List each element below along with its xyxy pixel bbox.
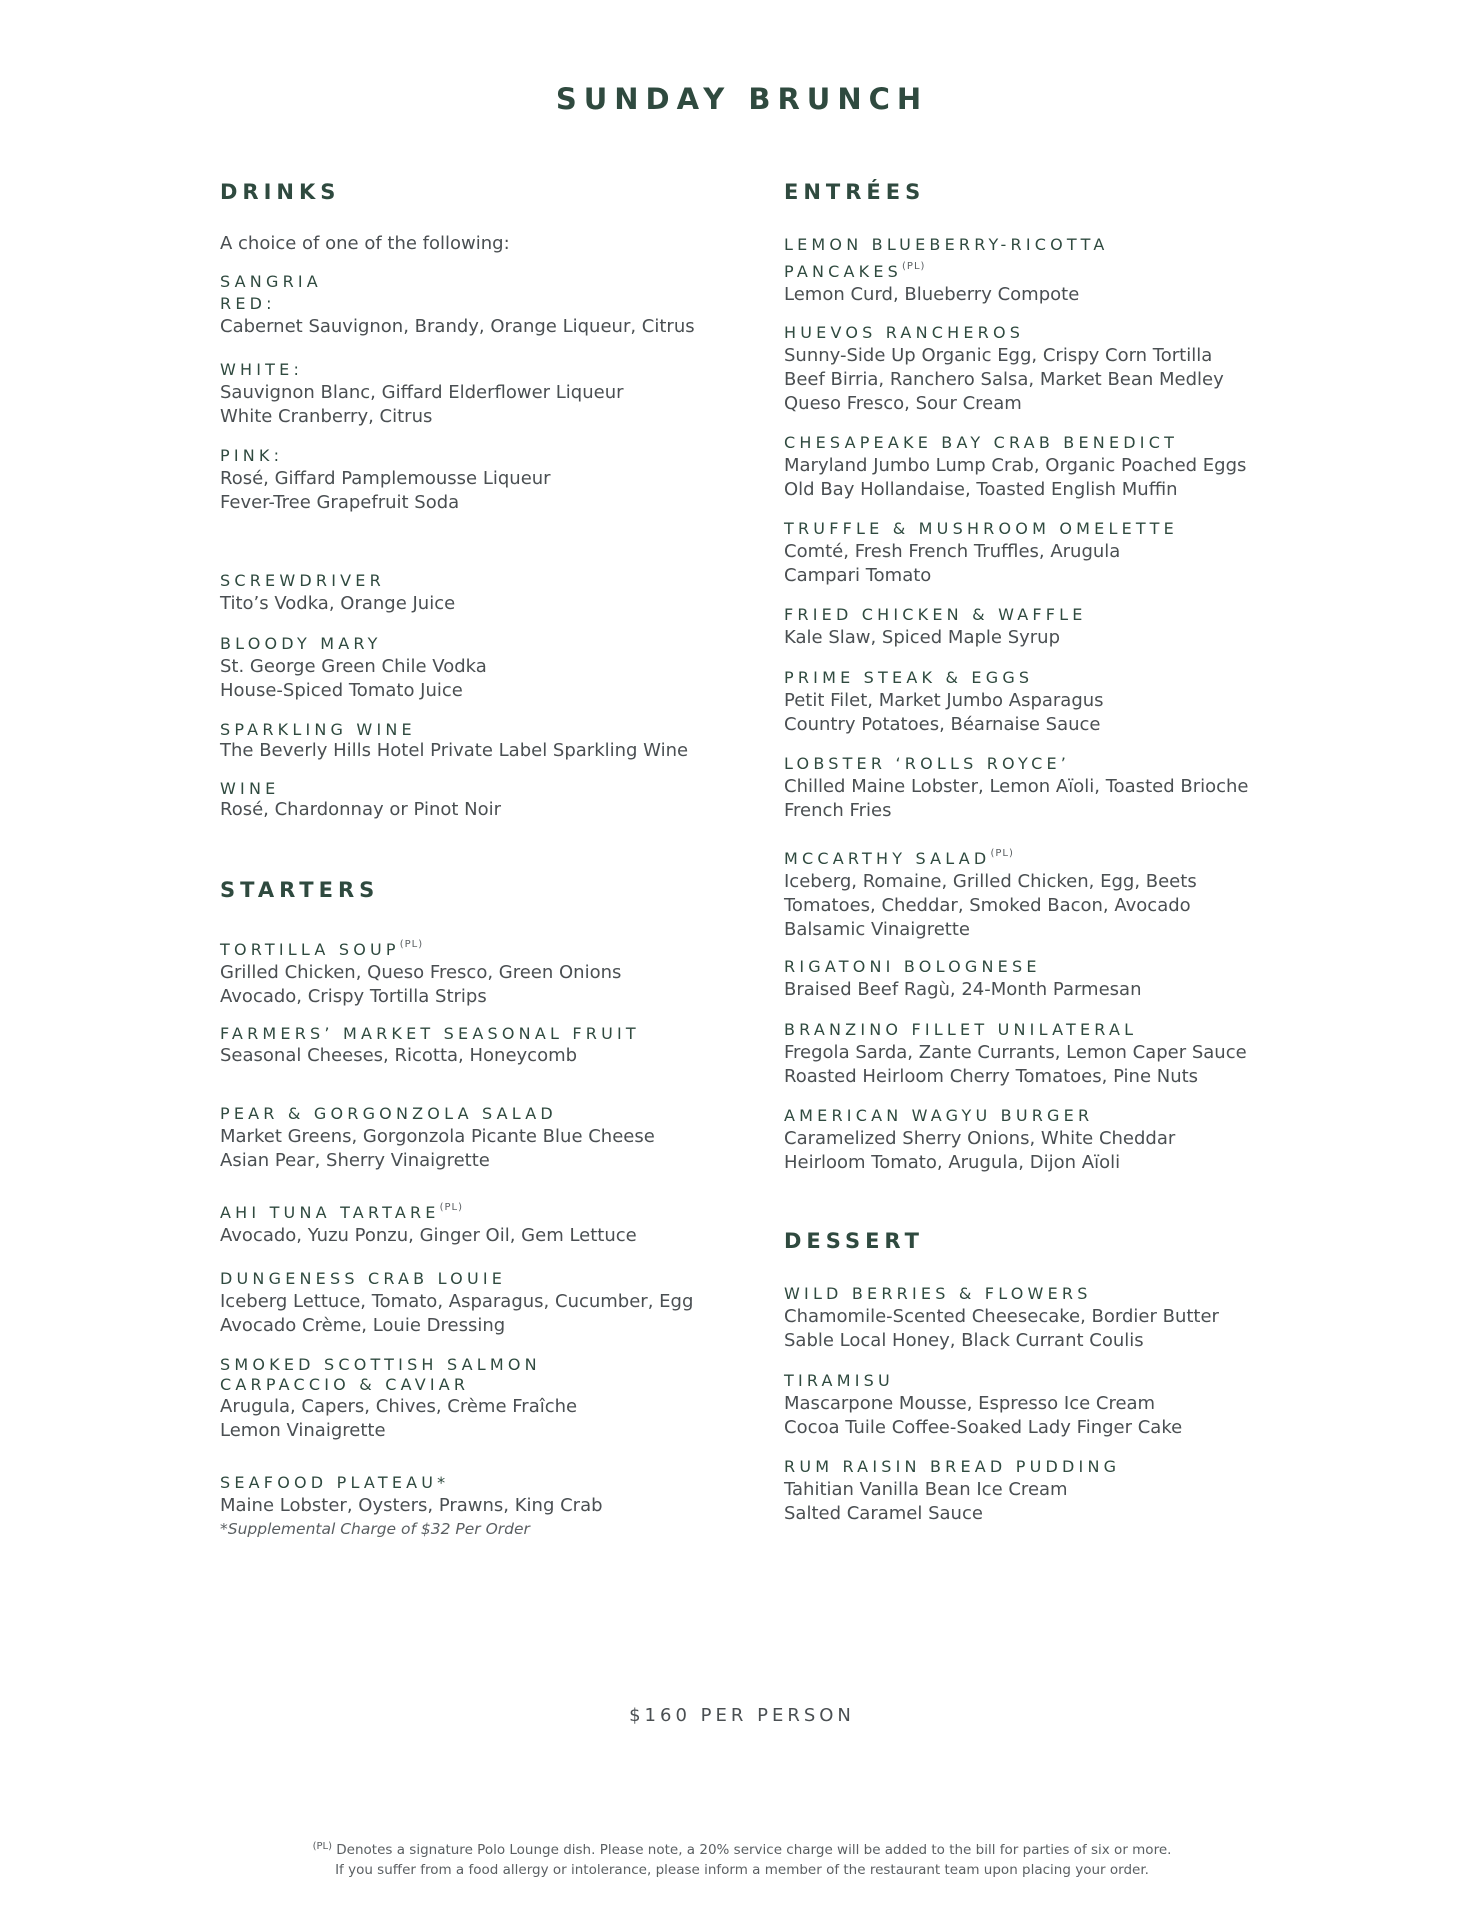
item-name: FRIED CHICKEN & WAFFLE xyxy=(784,605,1087,624)
item-desc: Roasted Heirloom Cherry Tomatoes, Pine Nuts xyxy=(784,1066,1199,1087)
item-desc: Tito’s Vodka, Orange Juice xyxy=(220,593,456,614)
signature-mark: (PL) xyxy=(990,848,1014,859)
drinks-intro: A choice of one of the following: xyxy=(220,233,510,254)
item-name: WINE xyxy=(220,779,280,798)
item-desc: Chamomile-Scented Cheesecake, Bordier Butter xyxy=(784,1306,1219,1327)
menu-item xyxy=(784,1370,1304,1440)
item-desc: Rosé, Chardonnay or Pinot Noir xyxy=(220,799,502,820)
menu-item xyxy=(220,1103,740,1173)
item-name: SANGRIA xyxy=(220,272,322,291)
item-desc: White Cranberry, Citrus xyxy=(220,406,433,427)
item-desc: Lemon Vinaigrette xyxy=(220,1420,386,1441)
item-name: SMOKED SCOTTISH SALMON CARPACCIO & CAVIAR xyxy=(220,1355,541,1394)
item-desc: Grilled Chicken, Queso Fresco, Green Onions xyxy=(220,962,622,983)
item-desc: Mascarpone Mousse, Espresso Ice Cream xyxy=(784,1393,1156,1414)
item-name: LOBSTER ‘ROLLS ROYCE’ xyxy=(784,754,1071,773)
item-desc: Country Potatoes, Béarnaise Sauce xyxy=(784,714,1101,735)
item-desc: Fever-Tree Grapefruit Soda xyxy=(220,492,460,513)
footer-line-2: If you suffer from a food allergy or intolerance, please inform a member of the restaurant team upon placing your order. xyxy=(335,1862,1149,1878)
item-desc: Balsamic Vinaigrette xyxy=(784,919,970,940)
dessert-heading: DESSERT xyxy=(784,1229,924,1253)
item-desc: Market Greens, Gorgonzola Picante Blue Cheese xyxy=(220,1126,655,1147)
menu-item xyxy=(784,843,1304,942)
item-name: TRUFFLE & MUSHROOM OMELETTE xyxy=(784,519,1178,538)
item-name: BRANZINO FILLET UNILATERAL xyxy=(784,1020,1138,1039)
signature-mark: (PL) xyxy=(399,939,424,950)
item-desc: Seasonal Cheeses, Ricotta, Honeycomb xyxy=(220,1045,578,1066)
item-desc: Sauvignon Blanc, Giffard Elderflower Liqueur xyxy=(220,382,624,403)
menu-item xyxy=(220,1355,640,1443)
menu-item xyxy=(784,234,1224,307)
item-desc: Sunny-Side Up Organic Egg, Crispy Corn Tortilla xyxy=(784,345,1213,366)
signature-mark: (PL) xyxy=(439,1202,464,1213)
item-desc: Kale Slaw, Spiced Maple Syrup xyxy=(784,627,1061,648)
item-subname: RED: xyxy=(220,294,276,313)
item-desc: Petit Filet, Market Jumbo Asparagus xyxy=(784,690,1104,711)
footer-line-1: Denotes a signature Polo Lounge dish. Please note, a 20% service charge will be added to the bill for parties of six or more. xyxy=(331,1842,1172,1858)
item-subname: WHITE: xyxy=(220,360,304,379)
menu-item xyxy=(784,604,1304,650)
item-subname: PINK: xyxy=(220,446,284,465)
item-desc: Cabernet Sauvignon, Brandy, Orange Liqueur, Citrus xyxy=(220,316,695,337)
menu-item xyxy=(220,778,740,822)
item-name: RIGATONI BOLOGNESE xyxy=(784,957,1041,976)
item-desc: Cocoa Tuile Coffee-Soaked Lady Finger Cake xyxy=(784,1417,1183,1438)
item-desc: Avocado, Crispy Tortilla Strips xyxy=(220,986,487,1007)
menu-item xyxy=(784,1105,1304,1175)
item-desc: The Beverly Hills Hotel Private Label Sparkling Wine xyxy=(220,740,689,761)
item-name: PRIME STEAK & EGGS xyxy=(784,668,1034,687)
menu-item xyxy=(784,1283,1304,1353)
item-name: TORTILLA SOUP xyxy=(220,940,400,959)
entrees-heading: ENTRÉES xyxy=(784,180,926,204)
item-desc: French Fries xyxy=(784,800,892,821)
item-name: AHI TUNA TARTARE xyxy=(220,1203,440,1222)
menu-item xyxy=(784,667,1304,737)
price-per-person: $160 PER PERSON xyxy=(629,1705,855,1726)
item-name: HUEVOS RANCHEROS xyxy=(784,323,1025,342)
item-name: PEAR & GORGONZOLA SALAD xyxy=(220,1104,557,1123)
item-desc: Campari Tomato xyxy=(784,565,932,586)
item-desc: Iceberg Lettuce, Tomato, Asparagus, Cucumber, Egg xyxy=(220,1291,694,1312)
signature-mark: (PL) xyxy=(902,261,926,272)
menu-item xyxy=(220,633,740,703)
item-desc: Braised Beef Ragù, 24-Month Parmesan xyxy=(784,979,1142,1000)
item-desc: Avocado, Yuzu Ponzu, Ginger Oil, Gem Lettuce xyxy=(220,1225,637,1246)
item-desc: Caramelized Sherry Onions, White Cheddar xyxy=(784,1128,1176,1149)
item-desc: Iceberg, Romaine, Grilled Chicken, Egg, Beets xyxy=(784,871,1197,892)
item-desc: Fregola Sarda, Zante Currants, Lemon Caper Sauce xyxy=(784,1042,1247,1063)
item-name: SPARKLING WINE xyxy=(220,720,416,739)
item-desc: Maryland Jumbo Lump Crab, Organic Poached Eggs xyxy=(784,455,1247,476)
menu-item xyxy=(784,753,1304,823)
item-name: CHESAPEAKE BAY CRAB BENEDICT xyxy=(784,433,1179,452)
item-desc: Queso Fresco, Sour Cream xyxy=(784,393,1022,414)
menu-item-sangria xyxy=(220,271,740,339)
item-name: FARMERS’ MARKET SEASONAL FRUIT xyxy=(220,1024,640,1043)
item-desc: Chilled Maine Lobster, Lemon Aïoli, Toasted Brioche xyxy=(784,776,1249,797)
item-name: LEMON BLUEBERRY-RICOTTA PANCAKES xyxy=(784,235,1109,281)
item-name: AMERICAN WAGYU BURGER xyxy=(784,1106,1094,1125)
menu-item xyxy=(220,719,740,763)
item-desc: Asian Pear, Sherry Vinaigrette xyxy=(220,1150,490,1171)
item-desc: Sable Local Honey, Black Currant Coulis xyxy=(784,1330,1144,1351)
item-name: SCREWDRIVER xyxy=(220,571,385,590)
item-desc: Tahitian Vanilla Bean Ice Cream xyxy=(784,1479,1068,1500)
item-desc: Comté, Fresh French Truffles, Arugula xyxy=(784,541,1121,562)
item-desc: Beef Birria, Ranchero Salsa, Market Bean Medley xyxy=(784,369,1224,390)
starters-heading: STARTERS xyxy=(220,878,380,902)
item-desc: Maine Lobster, Oysters, Prawns, King Crab xyxy=(220,1495,603,1516)
item-desc: Salted Caramel Sauce xyxy=(784,1503,983,1524)
drinks-heading: DRINKS xyxy=(220,180,341,204)
item-name: SEAFOOD PLATEAU* xyxy=(220,1473,450,1492)
menu-item xyxy=(220,1268,740,1338)
item-name: BLOODY MARY xyxy=(220,634,382,653)
item-name: DUNGENESS CRAB LOUIE xyxy=(220,1269,507,1288)
menu-item xyxy=(784,956,1304,1002)
menu-item xyxy=(784,432,1304,502)
item-name: MCCARTHY SALAD xyxy=(784,849,991,868)
menu-item-sangria-white xyxy=(220,359,740,429)
item-desc: Avocado Crème, Louie Dressing xyxy=(220,1315,506,1336)
menu-item xyxy=(784,1019,1304,1089)
menu-item xyxy=(220,1197,740,1248)
menu-item xyxy=(220,1024,660,1068)
menu-item xyxy=(784,1456,1304,1526)
item-desc: Rosé, Giffard Pamplemousse Liqueur xyxy=(220,468,551,489)
item-name: RUM RAISIN BREAD PUDDING xyxy=(784,1457,1121,1476)
item-desc: St. George Green Chile Vodka xyxy=(220,656,487,677)
menu-item xyxy=(220,1472,740,1540)
item-desc: House-Spiced Tomato Juice xyxy=(220,680,463,701)
menu-item xyxy=(220,934,740,1009)
item-name: TIRAMISU xyxy=(784,1371,894,1390)
menu-title: SUNDAY BRUNCH xyxy=(555,82,929,116)
menu-item xyxy=(784,322,1304,416)
supplemental-note: *Supplemental Charge of $32 Per Order xyxy=(220,1520,530,1538)
signature-mark: (PL) xyxy=(312,1841,332,1852)
footer-note xyxy=(0,1837,1484,1880)
item-desc: Lemon Curd, Blueberry Compote xyxy=(784,284,1080,305)
item-desc: Arugula, Capers, Chives, Crème Fraîche xyxy=(220,1396,578,1417)
menu-item xyxy=(784,518,1304,588)
item-desc: Tomatoes, Cheddar, Smoked Bacon, Avocado xyxy=(784,895,1191,916)
item-desc: Heirloom Tomato, Arugula, Dijon Aïoli xyxy=(784,1152,1121,1173)
item-name: WILD BERRIES & FLOWERS xyxy=(784,1284,1092,1303)
menu-item xyxy=(220,570,740,616)
item-desc: Old Bay Hollandaise, Toasted English Muffin xyxy=(784,479,1178,500)
menu-item-sangria-pink xyxy=(220,445,740,515)
